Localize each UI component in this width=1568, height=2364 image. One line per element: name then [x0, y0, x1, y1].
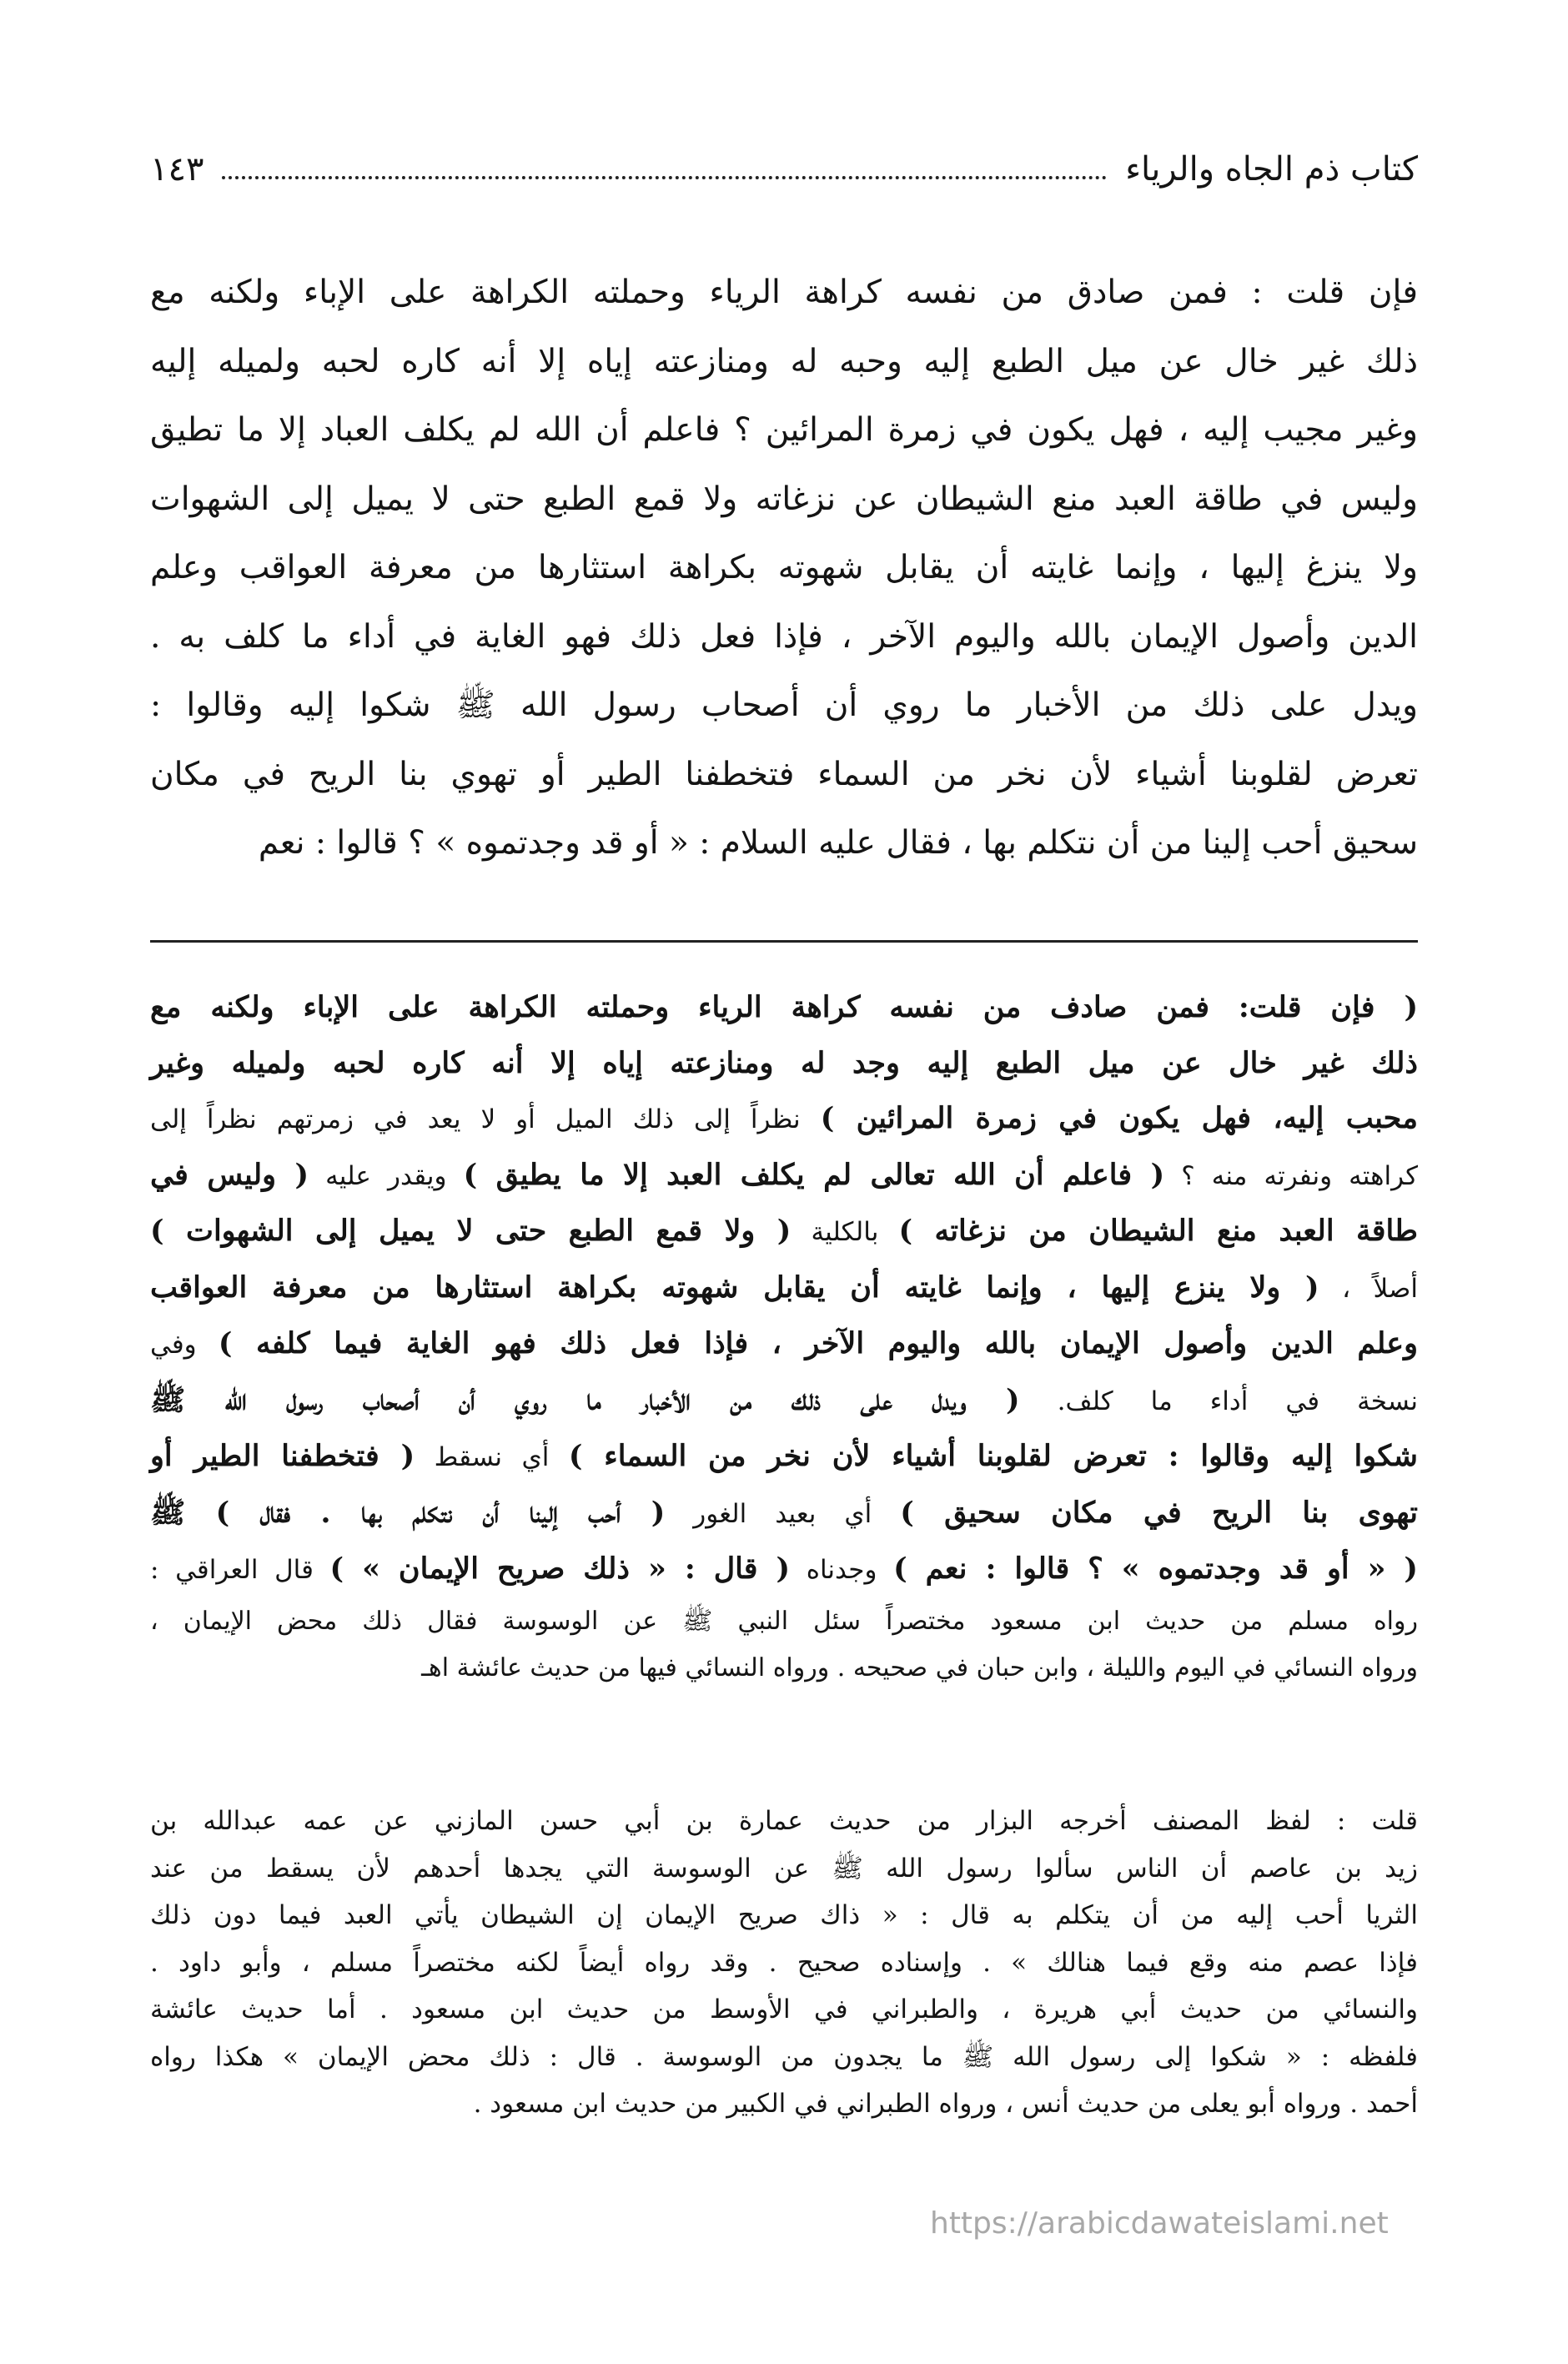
commentary-gloss: وفي — [150, 1330, 219, 1360]
quoted-matn: ( ولا ينزع إليها ، وإنما غايته أن يقابل شهوته بكراهة استثارها من معرفة العواقب — [150, 1270, 1319, 1305]
commentary-line — [150, 1260, 1418, 1317]
quoted-matn: ( قال : « ذلك صريح الإيمان » ) — [329, 1552, 791, 1586]
quoted-matn: ( ويدل على ذلك من الأخبار ما روي أن أصحاب رسول الله ﷺ — [150, 1382, 1020, 1417]
main-text-line: وليس في طاقة العبد منع الشيطان عن نزغاته ولا قمع الطبع حتى لا يميل إلى الشهوات — [150, 480, 1418, 518]
main-text-line: تعرض لقلوبنا أشياء لأن نخر من السماء فتخطفنا الطير أو تهوي بنا الريح في مكان — [150, 755, 1418, 793]
author-note-line: قلت : لفظ المصنف أخرجه البزار من حديث عمارة بن أبي حسن المازني عن عمه عبدالله بن — [150, 1806, 1418, 1836]
commentary-line — [150, 1204, 1418, 1260]
main-text-line: ولا ينزغ إليها ، وإنما غايته أن يقابل شهوته بكراهة استثارها من معرفة العواقب وعلم — [150, 549, 1418, 586]
quoted-matn: شكوا إليه وقالوا : تعرض لقلوبنا أشياء لأن نخر من السماء ) — [568, 1439, 1418, 1473]
author-note-line: والنسائي من حديث أبي هريرة ، والطبراني في الأوسط من حديث ابن مسعود . أما حديث عائشة — [150, 1994, 1418, 2024]
section-divider — [150, 940, 1418, 943]
quoted-matn: ( فتخطفنا الطير أو — [150, 1439, 415, 1473]
commentary-line — [150, 1148, 1418, 1205]
commentary-gloss: كراهته ونفرته منه ؟ — [1164, 1160, 1418, 1191]
author-note-line: فإذا عصم منه وقع فيما هنالك » . وإسناده صحيح . وقد رواه أيضاً لكنه مختصراً مسلم ، وأبو داود . — [150, 1947, 1418, 1978]
author-note — [150, 1798, 1418, 2128]
main-text — [150, 259, 1418, 878]
author-note-line: أحمد . ورواه أبو يعلى من حديث أنس ، ورواه الطبراني في الكبير من حديث ابن مسعود . — [473, 2089, 1418, 2119]
main-text-line: وغير مجيب إليه ، فهل يكون في زمرة المرائين ؟ فاعلم أن الله لم يكلف العباد إلا ما تطيق — [150, 411, 1418, 449]
quoted-matn: تهوى بنا الريح في مكان سحيق ) — [900, 1495, 1418, 1530]
commentary-line — [150, 1373, 1418, 1430]
author-note-line: الثريا أحب إليه من أن يتكلم به قال : « ذاك صريح الإيمان إن الشيطان يأتي العبد فيما دون ذلك — [150, 1900, 1418, 1930]
commentary-text — [150, 980, 1418, 1692]
main-text-line: ذلك غير خال عن ميل الطبع إليه وحبه له ومنازعته إياه إلا أنه كاره لحبه ولميله إليه — [150, 342, 1418, 380]
hadith-takhrij-line: رواه مسلم من حديث ابن مسعود مختصراً سئل النبي ﷺ عن الوسوسة فقال ذلك محض الإيمان ، — [150, 1606, 1418, 1636]
quoted-matn: ( فإن قلت: فمن صادف من نفسه كراهة الرياء وحملته الكراهة على الإباء ولكنه مع — [150, 990, 1418, 1024]
commentary-gloss: نظراً إلى ذلك الميل أو لا يعد في زمرتهم نظراً إلى — [150, 1104, 821, 1134]
main-text-line: ويدل على ذلك من الأخبار ما روي أن أصحاب رسول الله ﷺ شكوا إليه وقالوا : — [150, 687, 1418, 724]
hadith-takhrij-line: ورواه النسائي في اليوم والليلة ، وابن حبان في صحيحه . ورواه النسائي فيها من حديث عائشة اهـ — [421, 1652, 1418, 1682]
author-note-line: فلفظه : « شكوا إلى رسول الله ﷺ ما يجدون من الوسوسة . قال : ذلك محض الإيمان » هكذا رواه — [150, 2041, 1418, 2072]
commentary-gloss: أي بعيد الغور — [665, 1498, 901, 1529]
commentary-line — [150, 1091, 1418, 1148]
commentary-line — [150, 1542, 1418, 1598]
commentary-gloss: وجدناه — [790, 1555, 894, 1585]
commentary-line — [150, 1036, 1418, 1092]
commentary-gloss: ويقدر عليه — [309, 1160, 464, 1191]
quoted-matn: محبب إليه، فهل يكون في زمرة المرائين ) — [820, 1101, 1418, 1135]
commentary-gloss: أي نسقط — [415, 1442, 569, 1472]
quoted-matn: طاقة العبد منع الشيطان من نزغاته ) — [898, 1214, 1419, 1248]
source-watermark: https://arabicdawateislami.net — [930, 2206, 1389, 2241]
main-text-line: سحيق أحب إلينا من أن نتكلم بها ، فقال عليه السلام : « أو قد وجدتموه » ؟ قالوا : نعم — [258, 824, 1418, 862]
commentary-line — [150, 1429, 1418, 1486]
quoted-matn: ( وليس في — [150, 1157, 309, 1192]
quoted-matn: ذلك غير خال عن ميل الطبع إليه وجد له ومنازعته إياه إلا أنه كاره لحبه ولميله وغير — [150, 1045, 1418, 1080]
commentary-gloss: بالكلية — [791, 1217, 899, 1247]
header-dotted-leader — [222, 176, 1107, 179]
quoted-matn: ( « أو قد وجدتموه » ؟ قالوا : نعم ) — [893, 1552, 1418, 1586]
quoted-matn: ( أحب إلينا أن نتكلم بها . فقال ) ﷺ — [150, 1495, 666, 1530]
commentary-gloss: نسخة في أداء ما كلف. — [1019, 1386, 1418, 1416]
author-note-line: زيد بن عاصم أن الناس سألوا رسول الله ﷺ عن الوسوسة التي يجدها أحدهم لأن يسقط من عند — [150, 1853, 1418, 1884]
commentary-gloss: قال العراقي : — [150, 1555, 330, 1585]
commentary-line — [150, 1316, 1418, 1373]
commentary-line — [150, 980, 1418, 1036]
main-text-line: الدين وأصول الإيمان بالله واليوم الآخر ، فإذا فعل ذلك فهو الغاية في أداء ما كلف به . — [150, 617, 1418, 656]
running-title: كتاب ذم الجاه والرياء — [1125, 150, 1418, 189]
commentary-line — [150, 1486, 1418, 1542]
page-number: ١٤٣ — [150, 150, 204, 189]
quoted-matn: ( ولا قمع الطبع حتى لا يميل إلى الشهوات ) — [150, 1214, 792, 1248]
commentary-gloss: أصلاً ، — [1319, 1273, 1418, 1304]
quoted-matn: وعلم الدين وأصول الإيمان بالله واليوم الآخر ، فإذا فعل ذلك فهو الغاية فيما كلفه ) — [218, 1326, 1419, 1361]
main-text-line: فإن قلت : فمن صادق من نفسه كراهة الرياء وحملته الكراهة على الإباء ولكنه مع — [150, 274, 1418, 311]
page-header — [150, 140, 1418, 199]
quoted-matn: ( فاعلم أن الله تعالى لم يكلف العبد إلا ما يطيق ) — [463, 1157, 1165, 1192]
